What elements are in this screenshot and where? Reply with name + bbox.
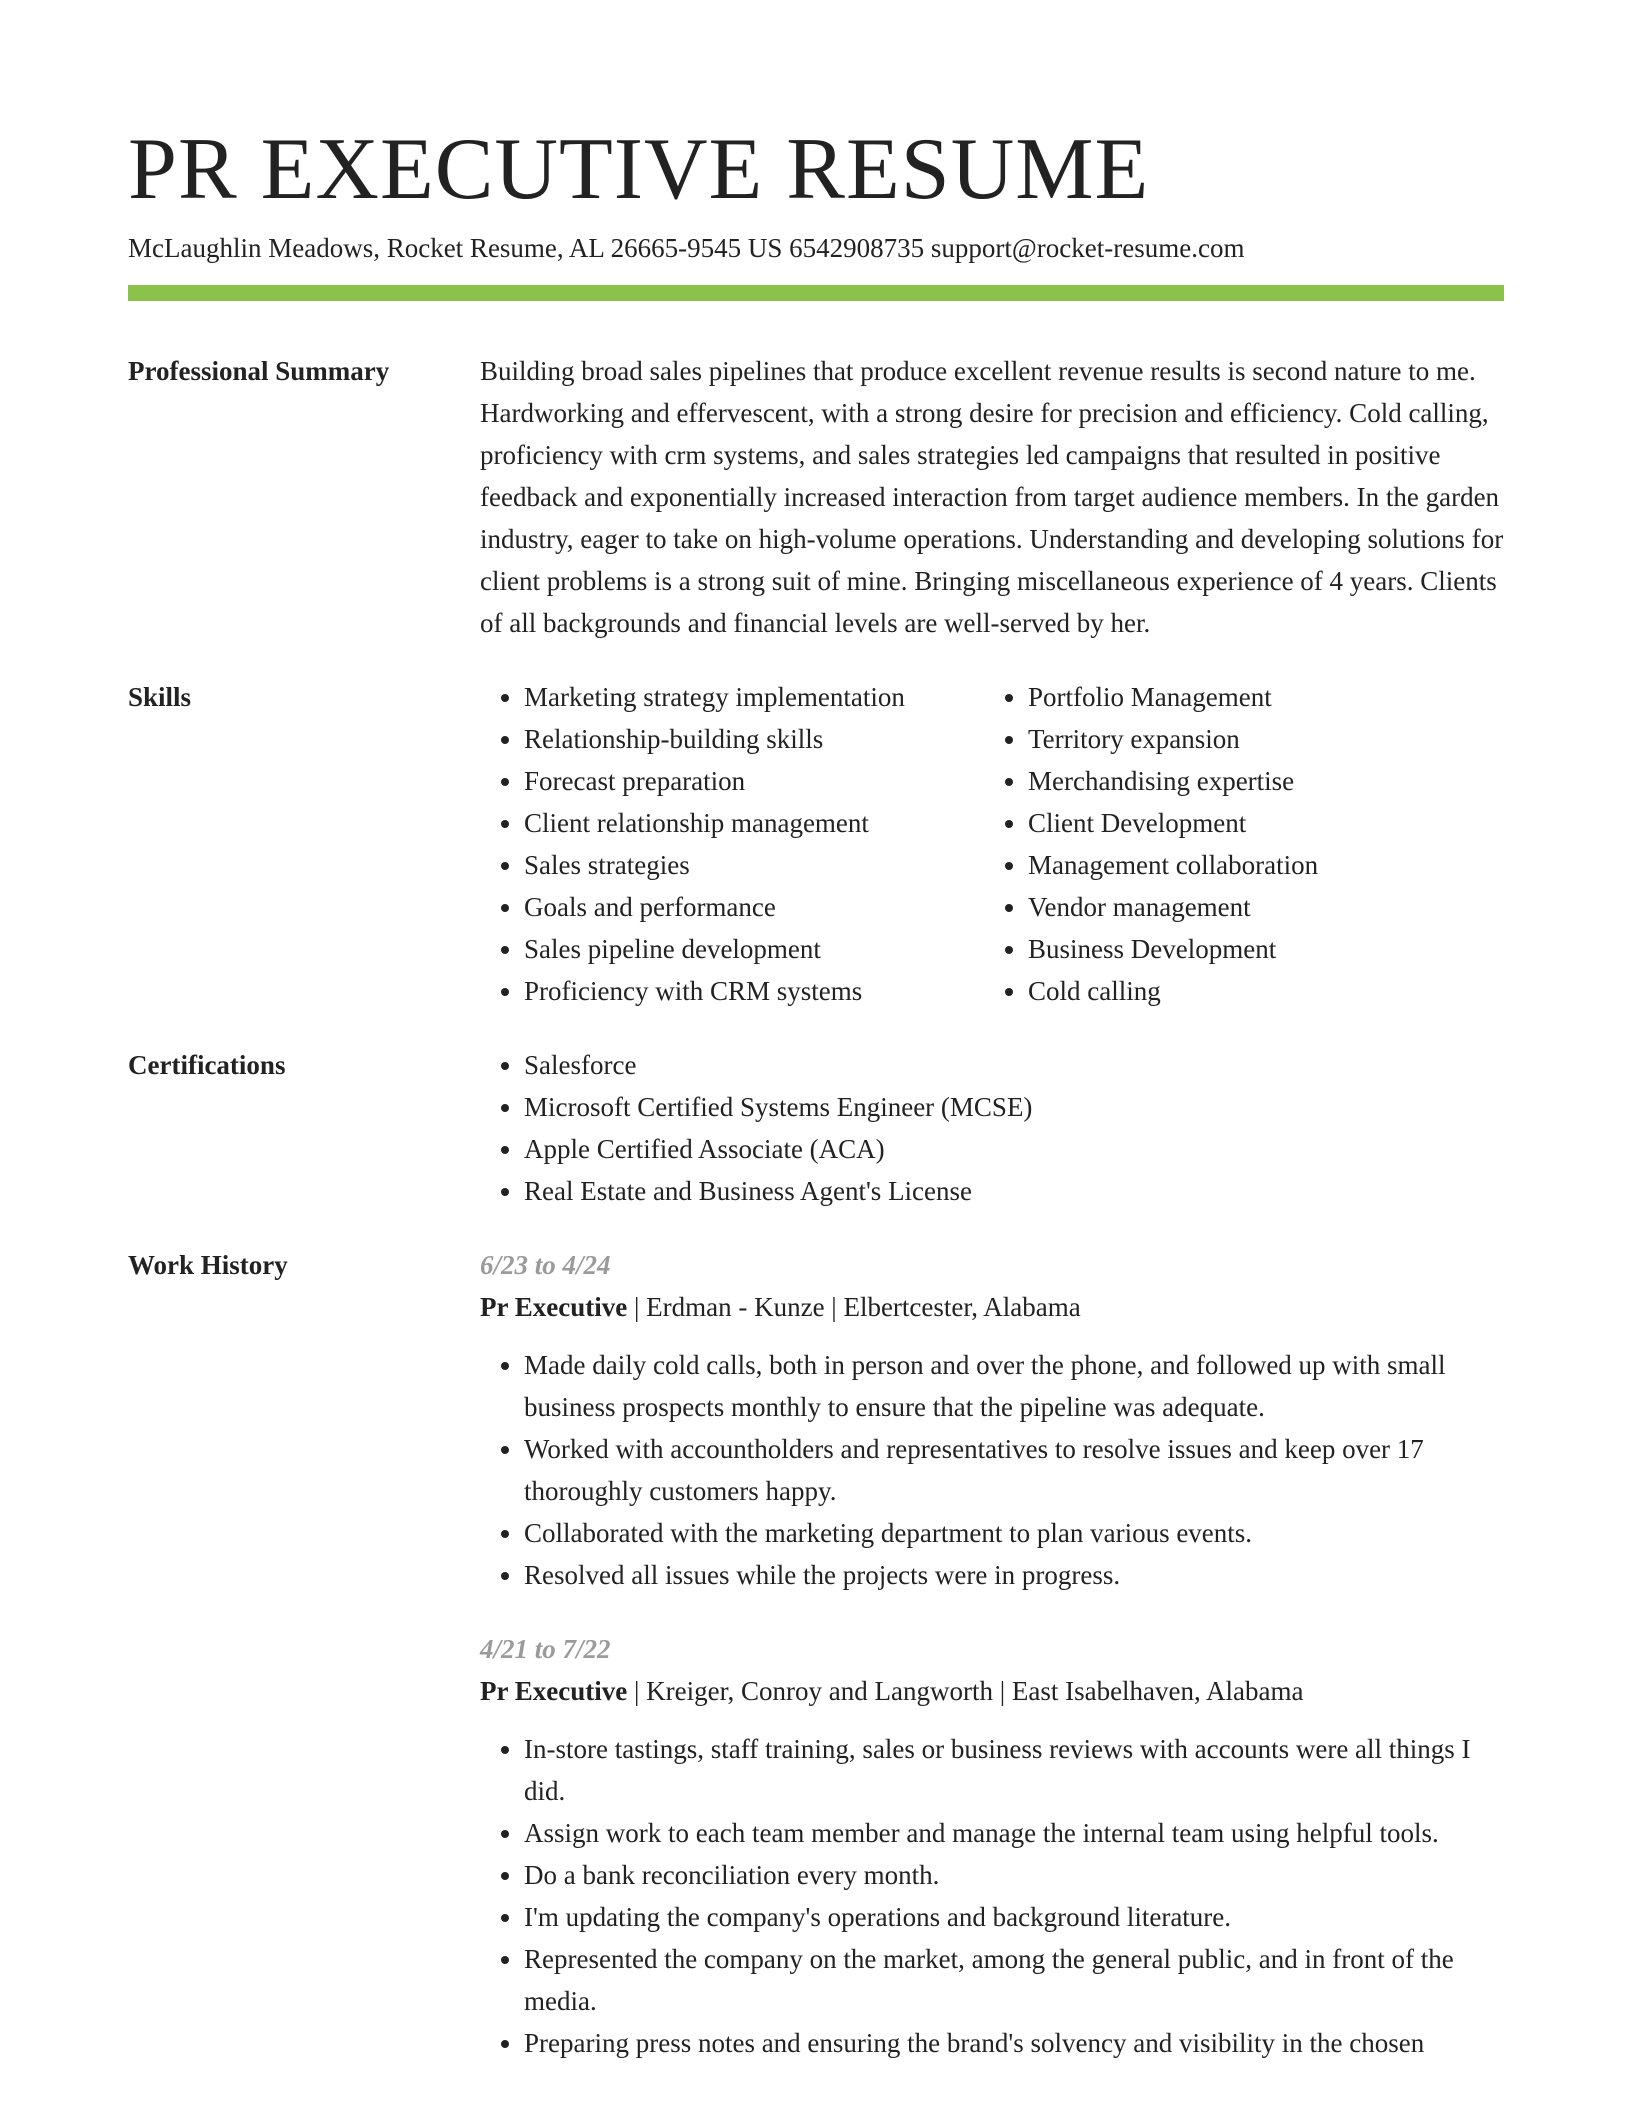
job-details: | Kreiger, Conroy and Langworth | East Isabelhaven, Alabama (627, 1676, 1304, 1706)
resume-title: PR EXECUTIVE RESUME (128, 121, 1150, 218)
skill-item: • Portfolio Management (1028, 676, 1488, 718)
contact-line: McLaughlin Meadows, Rocket Resume, AL 26665-9545 US 6542908735 support@rocket-resume.com (128, 233, 1245, 263)
skill-item: • Vendor management (1028, 886, 1488, 928)
job-bullets (480, 1344, 1504, 1596)
skill-item: • Business Development (1028, 928, 1488, 970)
skill-item: • Cold calling (1028, 970, 1488, 1012)
header-divider (128, 285, 1504, 301)
job-title: Pr Executive (480, 1292, 628, 1322)
skill-item: • Relationship-building skills (524, 718, 984, 760)
skills-list-right (984, 676, 1488, 1012)
job-bullet: • Resolved all issues while the projects were in progress. (524, 1554, 1504, 1596)
section-skills (128, 676, 1504, 1012)
job-bullet: • I'm updating the company's operations and background literature. (524, 1896, 1504, 1938)
job-bullet: • Made daily cold calls, both in person and over the phone, and followed up with small business prospects monthly to ensure that the pipeline was adequate. (524, 1344, 1504, 1428)
job-details: | Erdman - Kunze | Elbertcester, Alabama (627, 1292, 1081, 1322)
section-label-work-history: Work History (128, 1250, 288, 1280)
skill-item: • Sales strategies (524, 844, 984, 886)
skill-item: • Client relationship management (524, 802, 984, 844)
section-work-history (128, 1244, 1504, 2096)
section-professional-summary (128, 350, 1504, 644)
skill-item: • Management collaboration (1028, 844, 1488, 886)
section-label-certifications: Certifications (128, 1050, 286, 1080)
certification-item: • Microsoft Certified Systems Engineer (MCSE) (524, 1086, 1504, 1128)
job-dates: 4/21 to 7/22 (480, 1634, 611, 1664)
section-body-summary (480, 350, 1504, 644)
skill-item: • Merchandising expertise (1028, 760, 1488, 802)
skill-item: • Marketing strategy implementation (524, 676, 984, 718)
job-dates: 6/23 to 4/24 (480, 1250, 611, 1280)
resume-sections (128, 350, 1504, 2096)
certification-item: • Apple Certified Associate (ACA) (524, 1128, 1504, 1170)
job-bullet: • Represented the company on the market, among the general public, and in front of the media. (524, 1938, 1504, 2022)
job-bullet: • Do a bank reconciliation every month. (524, 1854, 1504, 1896)
certifications-list (480, 1044, 1504, 1212)
section-body-certifications (480, 1044, 1504, 1212)
skills-column-right (984, 676, 1488, 1012)
section-label-skills: Skills (128, 682, 192, 712)
skills-list-left (480, 676, 984, 1012)
skills-grid (480, 676, 1504, 1012)
job-bullets (480, 1728, 1504, 2064)
skill-item: • Territory expansion (1028, 718, 1488, 760)
job-bullet: • Assign work to each team member and manage the internal team using helpful tools. (524, 1812, 1504, 1854)
section-certifications (128, 1044, 1504, 1212)
certification-item: • Real Estate and Business Agent's License (524, 1170, 1504, 1212)
job-bullet: • Collaborated with the marketing department to plan various events. (524, 1512, 1504, 1554)
job-bullet: • Preparing press notes and ensuring the brand's solvency and visibility in the chosen (524, 2022, 1504, 2064)
skill-item: • Forecast preparation (524, 760, 984, 802)
job-title: Pr Executive (480, 1676, 628, 1706)
job-bullet: • In-store tastings, staff training, sales or business reviews with accounts were all things I did. (524, 1728, 1504, 1812)
section-body-work-history (480, 1244, 1504, 2096)
job-header (480, 1286, 1504, 1328)
section-label-summary: Professional Summary (128, 356, 390, 386)
job-entry (480, 1628, 1504, 2064)
section-body-skills (480, 676, 1504, 1012)
skill-item: • Sales pipeline development (524, 928, 984, 970)
job-entry (480, 1244, 1504, 1596)
summary-text: Building broad sales pipelines that produce excellent revenue results is second nature to me. Hardworking and effervescent, with a strong desire for precision and efficiency. Cold calling, proficiency with crm systems, and sales strategies led campaigns that resulted in positive feedback and exponentially increased interaction from target audience members. In the garden industry, eager to take on high-volume operations. Understanding and developing solutions for client problems is a strong suit of mine. Bringing miscellaneous experience of 4 years. Clients of all backgrounds and financial levels are well-served by her. (480, 356, 1504, 638)
skill-item: • Goals and performance (524, 886, 984, 928)
job-header (480, 1670, 1504, 1712)
skills-column-left (480, 676, 984, 1012)
skill-item: • Client Development (1028, 802, 1488, 844)
certification-item: • Salesforce (524, 1044, 1504, 1086)
skill-item: • Proficiency with CRM systems (524, 970, 984, 1012)
job-bullet: • Worked with accountholders and representatives to resolve issues and keep over 17 thoroughly customers happy. (524, 1428, 1504, 1512)
